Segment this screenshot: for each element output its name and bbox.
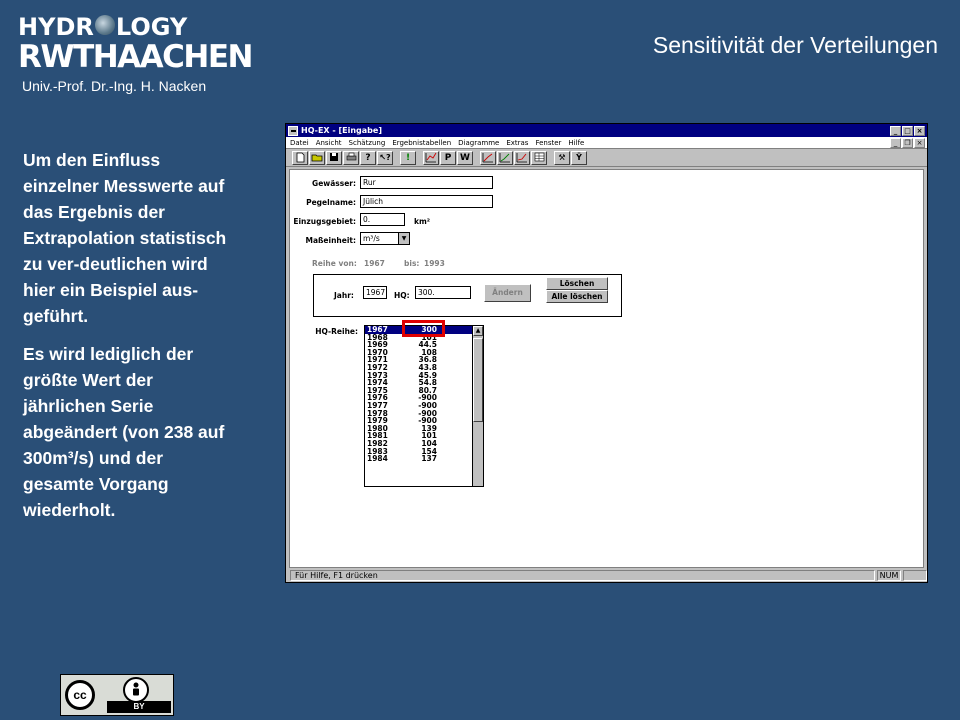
- list-item-year: 1978: [367, 408, 388, 418]
- list-item-year: 1968: [367, 332, 388, 342]
- list-item[interactable]: [365, 455, 483, 463]
- list-item-value: 54.8: [418, 378, 437, 388]
- list-item-year: 1981: [367, 431, 388, 441]
- mdi-minimize-button[interactable]: _: [890, 138, 901, 148]
- hq-series-rows: [365, 326, 483, 463]
- list-item-value: -900: [418, 400, 437, 410]
- hydrology-wordmark: [18, 14, 248, 40]
- eingabe-form: [289, 169, 924, 568]
- cc-icon: cc: [65, 680, 95, 710]
- status-num: NUM: [877, 570, 901, 581]
- chart-icon[interactable]: [423, 151, 439, 165]
- hq-label: HQ:: [394, 291, 410, 300]
- menu-schaetzung[interactable]: Schätzung: [348, 138, 386, 147]
- logo-hydro-text: HYDR: [18, 13, 94, 41]
- scroll-up-icon[interactable]: ▲: [473, 326, 483, 336]
- pegelname-label: Pegelname:: [306, 198, 356, 207]
- list-item-year: 1979: [367, 416, 388, 426]
- list-item-value: 300: [421, 325, 437, 334]
- list-item-value: 36.8: [418, 355, 437, 365]
- bis-label: bis:: [404, 259, 420, 268]
- list-item-year: 1977: [367, 400, 388, 410]
- list-item-year: 1984: [367, 454, 388, 464]
- print-icon[interactable]: [343, 151, 359, 165]
- context-help-icon[interactable]: ↖?: [377, 151, 393, 165]
- minimize-button[interactable]: _: [890, 126, 901, 136]
- cc-by-license-badge[interactable]: [60, 674, 174, 716]
- alle-loeschen-button[interactable]: Alle löschen: [546, 290, 608, 303]
- window-title: HQ-EX - [Eingabe]: [301, 126, 382, 135]
- menu-hilfe[interactable]: Hilfe: [568, 138, 585, 147]
- chevron-down-icon[interactable]: ▼: [398, 233, 409, 244]
- gewaesser-field[interactable]: Rur: [360, 176, 493, 189]
- list-item-value: 44.5: [418, 340, 437, 350]
- menu-diagramme[interactable]: Diagramme: [458, 138, 500, 147]
- reihe-von-label: Reihe von:: [312, 259, 357, 268]
- status-text: Für Hilfe, F1 drücken: [290, 570, 875, 581]
- list-item-value: 43.8: [418, 362, 437, 372]
- list-item-year: 1982: [367, 438, 388, 448]
- list-item-value: 154: [421, 446, 437, 456]
- status-empty: [903, 570, 927, 581]
- list-item-year: 1976: [367, 393, 388, 403]
- hq-ex-window: [285, 123, 928, 583]
- logo-logy-text: LOGY: [115, 13, 188, 41]
- list-item-year: 1980: [367, 423, 388, 433]
- list-item-year: 1974: [367, 378, 388, 388]
- list-item-year: 1972: [367, 362, 388, 372]
- pegelname-field[interactable]: Jülich: [360, 195, 493, 208]
- close-button[interactable]: ×: [914, 126, 925, 136]
- new-file-icon[interactable]: [292, 151, 308, 165]
- open-file-icon[interactable]: [309, 151, 325, 165]
- list-item-value: 108: [421, 347, 437, 357]
- list-item-value: -900: [418, 393, 437, 403]
- exclamation-icon[interactable]: !: [400, 151, 416, 165]
- line-chart-icon[interactable]: [497, 151, 513, 165]
- system-menu-icon[interactable]: [288, 126, 298, 136]
- status-bar: [286, 569, 927, 582]
- menu-fenster[interactable]: Fenster: [535, 138, 562, 147]
- einzugsgebiet-field[interactable]: 0.: [360, 213, 405, 226]
- jahr-label: Jahr:: [334, 291, 354, 300]
- scroll-thumb[interactable]: [473, 338, 483, 422]
- p-icon[interactable]: P: [440, 151, 456, 165]
- list-item-value: 139: [421, 423, 437, 433]
- gewaesser-label: Gewässer:: [312, 179, 356, 188]
- tool-icon[interactable]: ⚒: [554, 151, 570, 165]
- list-item-value: 104: [421, 438, 437, 448]
- list-item-year: 1975: [367, 385, 388, 395]
- menu-bar: [286, 137, 927, 149]
- list-item-value: 45.9: [418, 370, 437, 380]
- loeschen-button[interactable]: Löschen: [546, 277, 608, 290]
- list-item-value: 101: [421, 332, 437, 342]
- einzugsgebiet-label: Einzugsgebiet:: [293, 217, 356, 226]
- mdi-restore-button[interactable]: ❐: [902, 138, 913, 148]
- rwth-aachen-wordmark: RWTHAACHEN: [18, 39, 252, 75]
- hq-field[interactable]: 300.: [415, 286, 471, 299]
- list-item-value: -900: [418, 408, 437, 418]
- person-icon: [123, 677, 149, 703]
- list-item-value: 101: [421, 431, 437, 441]
- aendern-button[interactable]: Ändern: [484, 284, 531, 302]
- edit-value-group: [313, 274, 622, 317]
- list-item-year: 1967: [367, 325, 388, 334]
- menu-ergebnistabellen[interactable]: Ergebnistabellen: [392, 138, 452, 147]
- list-scrollbar[interactable]: [472, 326, 483, 486]
- line-chart-icon[interactable]: [480, 151, 496, 165]
- bis-value: 1993: [424, 259, 445, 268]
- explanation-text: [23, 147, 238, 535]
- table-icon[interactable]: [531, 151, 547, 165]
- by-label: BY: [107, 701, 171, 713]
- hq-series-list[interactable]: [364, 325, 484, 487]
- rwth-hydrology-logo: [18, 13, 252, 94]
- list-item-year: 1973: [367, 370, 388, 380]
- globe-icon: [95, 15, 115, 35]
- menu-extras[interactable]: Extras: [506, 138, 529, 147]
- list-item-year: 1969: [367, 340, 388, 350]
- paragraph-1: Um den Einfluss einzelner Messwerte auf das Ergebnis der Extrapolation statistisch zu ver-deutlichen wird hier ein Beispiel aus-geführt.: [23, 150, 227, 326]
- masseinheit-value: m³/s: [363, 234, 380, 243]
- maximize-button[interactable]: □: [902, 126, 913, 136]
- jahr-field[interactable]: 1967: [363, 286, 387, 299]
- list-item-year: 1971: [367, 355, 388, 365]
- window-title-bar[interactable]: [286, 124, 927, 137]
- masseinheit-label: Maßeinheit:: [305, 236, 356, 245]
- save-icon[interactable]: [326, 151, 342, 165]
- menu-datei[interactable]: Datei: [290, 138, 309, 147]
- help-icon[interactable]: ?: [360, 151, 376, 165]
- menu-ansicht[interactable]: Ansicht: [315, 138, 342, 147]
- masseinheit-select[interactable]: [360, 232, 410, 245]
- list-item-value: -900: [418, 416, 437, 426]
- list-item-value: 137: [421, 454, 437, 464]
- mdi-close-button[interactable]: ×: [914, 138, 925, 148]
- list-item-year: 1970: [367, 347, 388, 357]
- highlighted-value-marker: [402, 320, 445, 337]
- einzugsgebiet-unit: km²: [414, 217, 431, 226]
- graph-icon[interactable]: Ÿ: [571, 151, 587, 165]
- slide-title: Sensitivität der Verteilungen: [652, 32, 938, 58]
- toolbar: [286, 149, 927, 167]
- reihe-von-value: 1967: [364, 259, 385, 268]
- paragraph-2: Es wird lediglich der größte Wert der jährlichen Serie abgeändert (von 238 auf 300m³/s) und der gesamte Vorgang wiederholt.: [23, 344, 225, 520]
- w-icon[interactable]: W: [457, 151, 473, 165]
- list-item-value: 80.7: [418, 385, 437, 395]
- list-item-year: 1983: [367, 446, 388, 456]
- hq-reihe-label: HQ-Reihe:: [315, 327, 358, 336]
- professor-name: Univ.-Prof. Dr.-Ing. H. Nacken: [22, 78, 207, 94]
- line-chart-icon[interactable]: [514, 151, 530, 165]
